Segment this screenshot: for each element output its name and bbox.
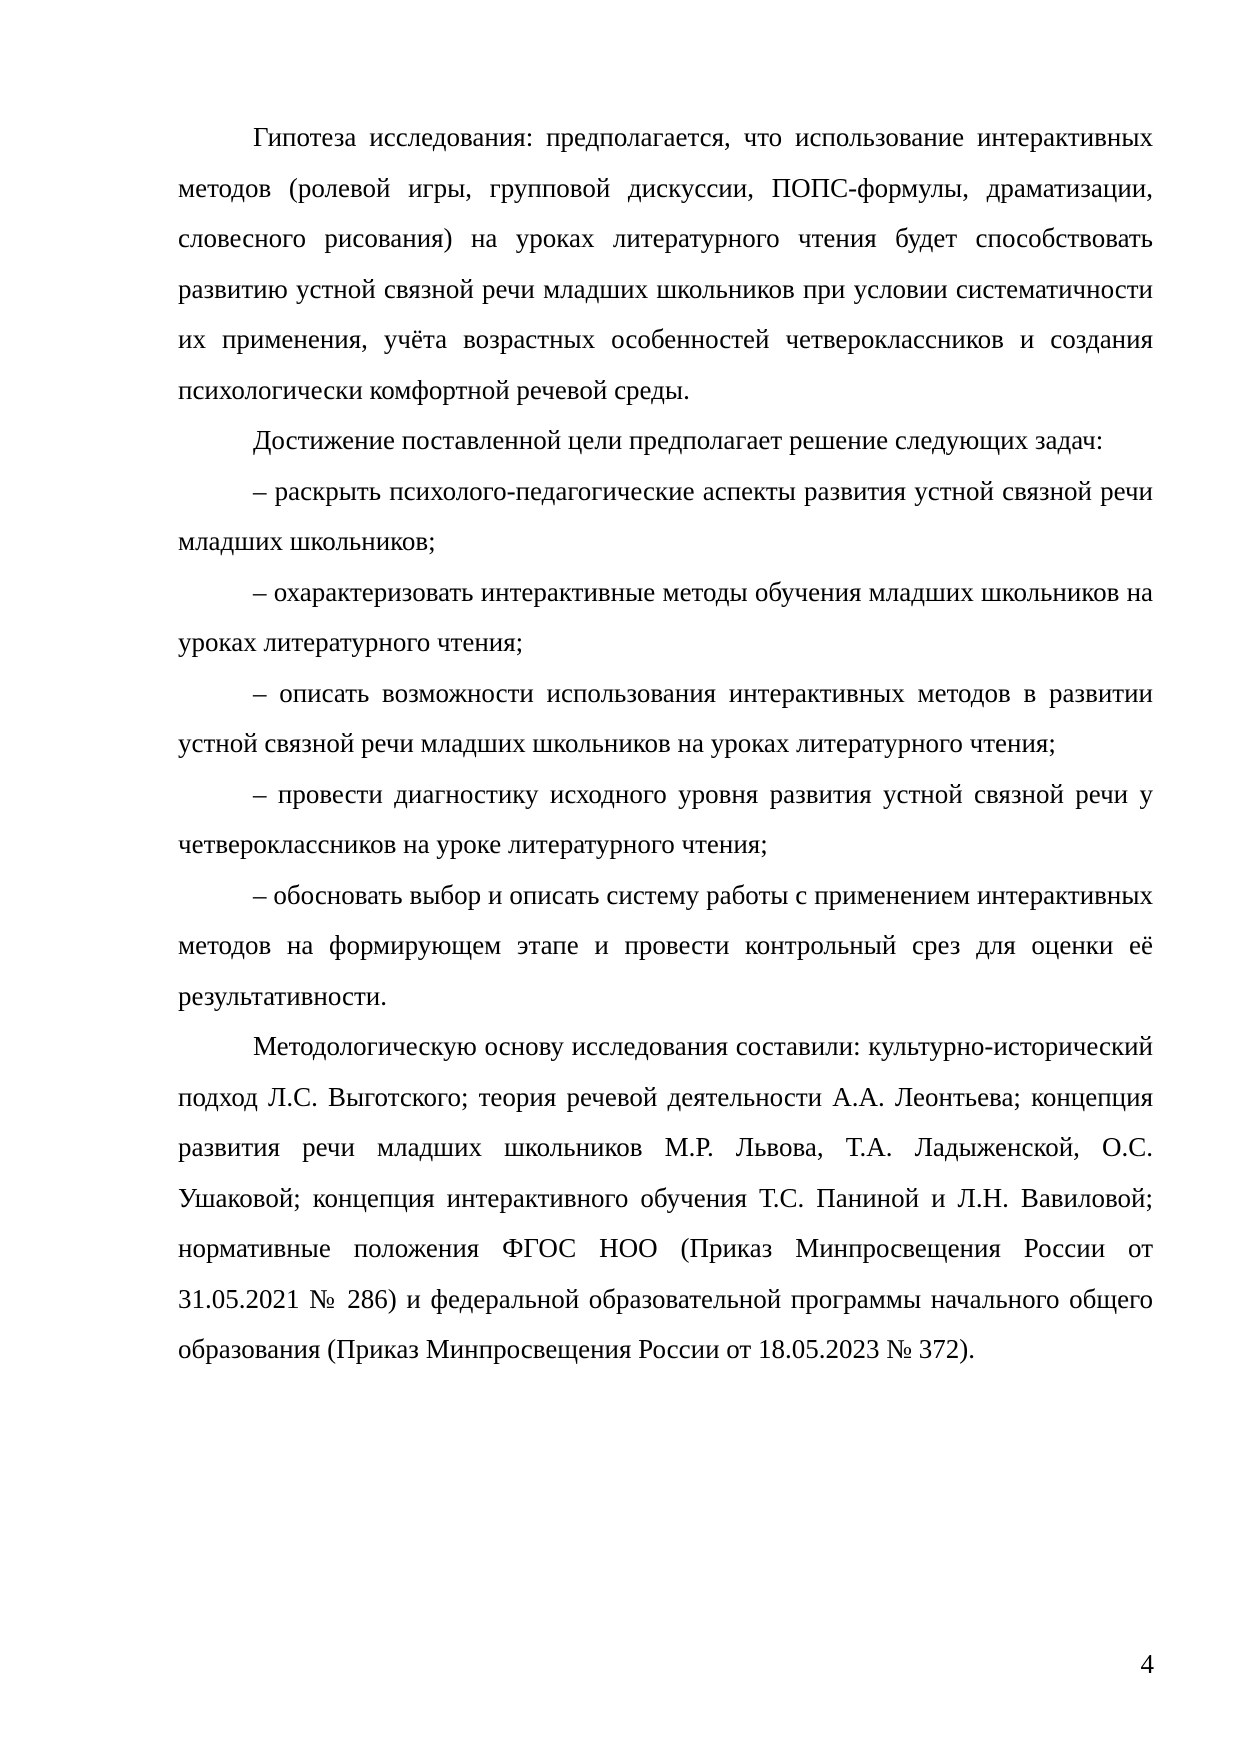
- task-item-3: – описать возможности использования интерактивных методов в развитии устной связной речи младших школьников на уроках литературного чтения;: [178, 677, 1153, 758]
- document-body: [178, 112, 1153, 1375]
- paragraph-hypothesis: Гипотеза исследования: предполагается, что использование интерактивных методов (ролевой игры, групповой дискуссии, ПОПС-формулы, драматизации, словесного рисования) на уроках литературного чтения будет способствовать развитию устной связной речи младших школьников при условии систематичности их применения, учёта возрастных особенностей четвероклассников и создания психологически комфортной речевой среды.: [178, 122, 1153, 405]
- page-number: 4: [1140, 1649, 1154, 1679]
- task-item-5: – обосновать выбор и описать систему работы с применением интерактивных методов на формирующем этапе и провести контрольный срез для оценки её результативности.: [178, 879, 1153, 1011]
- paragraph-tasks-intro: Достижение поставленной цели предполагает решение следующих задач:: [253, 425, 1104, 455]
- paragraph-methodology: Методологическую основу исследования составили: культурно-исторический подход Л.С. Выготского; теория речевой деятельности А.А. Леонтьева; концепция развития речи младших школьников М.Р. Львова, Т.А. Ладыженской, О.С. Ушаковой; концепция интерактивного обучения Т.С. Паниной и Л.Н. Вавиловой; нормативные положения ФГОС НОО (Приказ Минпросвещения России от 31.05.2021 № 286) и федеральной образовательной программы начального общего образования (Приказ Минпросвещения России от 18.05.2023 № 372).: [178, 1031, 1153, 1364]
- task-item-4: – провести диагностику исходного уровня развития устной связной речи у четвероклассников на уроке литературного чтения;: [178, 778, 1153, 859]
- task-item-1: – раскрыть психолого-педагогические аспекты развития устной связной речи младших школьников;: [178, 475, 1153, 556]
- task-item-2: – охарактеризовать интерактивные методы обучения младших школьников на уроках литературного чтения;: [178, 576, 1153, 657]
